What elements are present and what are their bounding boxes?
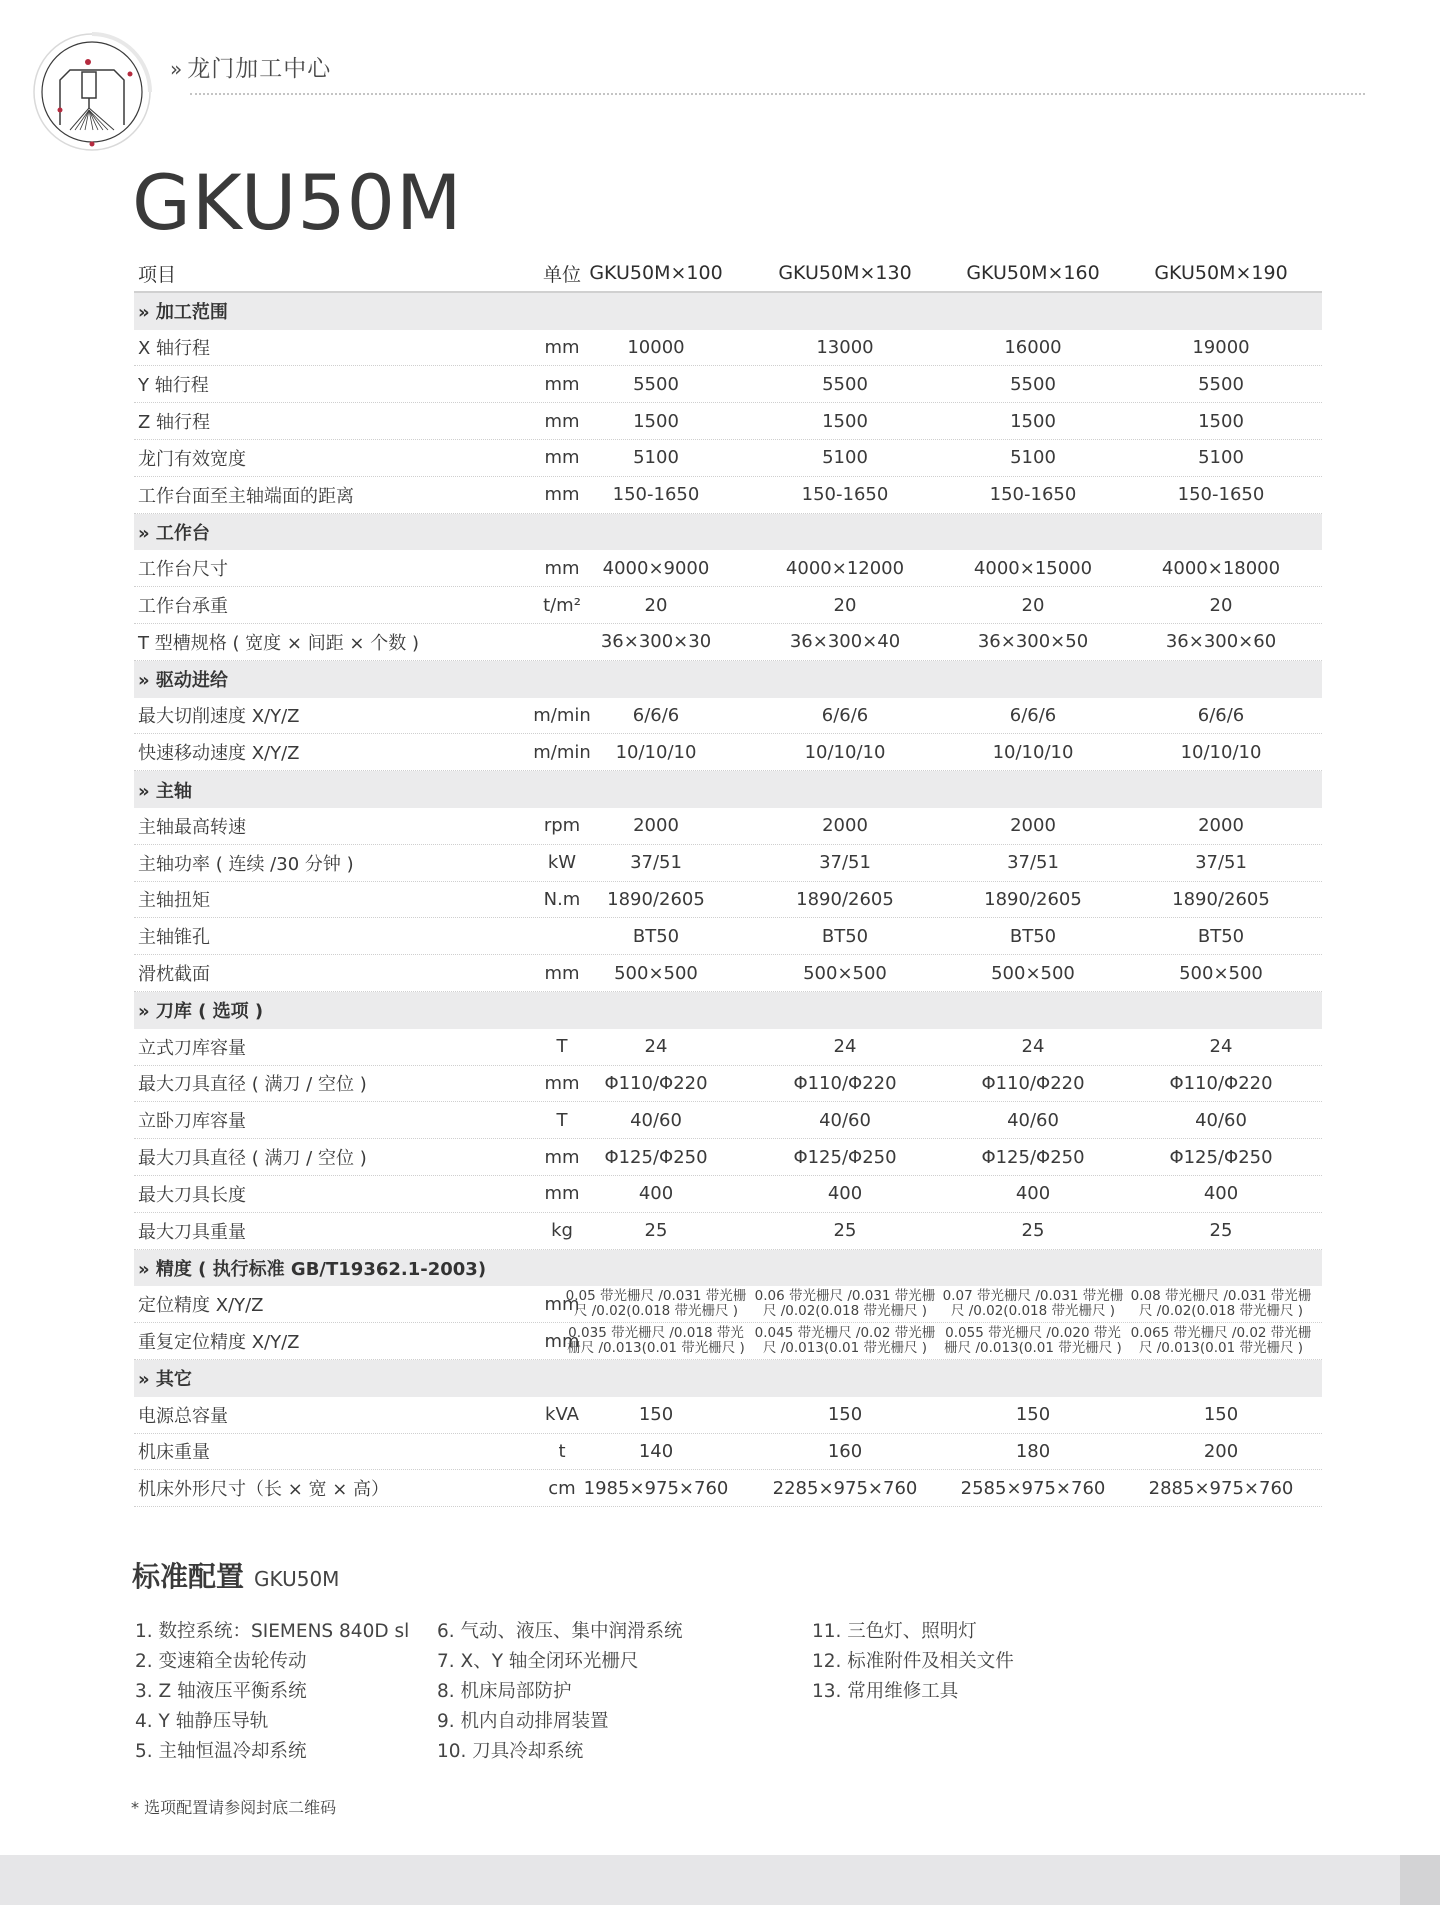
- row-label: 主轴扭矩: [138, 890, 210, 912]
- row-label: 工作台尺寸: [138, 559, 228, 581]
- row-value: 24: [644, 1036, 668, 1058]
- row-value: 400: [638, 1183, 674, 1205]
- row-value: 500×500: [1179, 962, 1263, 984]
- row-value: 1890/2605: [796, 888, 894, 910]
- table-row: [134, 1397, 1322, 1434]
- row-label: 定位精度 X/Y/Z: [138, 1295, 264, 1317]
- row-value: 4000×18000: [1161, 557, 1281, 579]
- row-value: 6/6/6: [632, 704, 680, 726]
- table-row: [134, 587, 1322, 624]
- row-unit: m/min: [533, 741, 591, 763]
- footnote: * 选项配置请参阅封底二维码: [131, 1798, 337, 1817]
- table-row: [134, 550, 1322, 587]
- row-value: 25: [644, 1220, 668, 1242]
- row-label: 最大切削速度 X/Y/Z: [138, 706, 300, 728]
- row-label: 最大刀具直径 ( 满刀 / 空位 ): [138, 1074, 367, 1096]
- row-value: BT50: [632, 925, 680, 947]
- row-unit: m/min: [533, 704, 591, 726]
- row-unit: mm: [544, 962, 580, 984]
- row-unit: T: [556, 1109, 568, 1131]
- table-row: [134, 955, 1322, 992]
- section-label: » 主轴: [138, 780, 192, 802]
- row-label: Y 轴行程: [138, 375, 209, 397]
- row-value: 150: [1203, 1404, 1239, 1426]
- table-row: [134, 918, 1322, 955]
- row-label: T 型槽规格 ( 宽度 × 间距 × 个数 ): [138, 632, 419, 654]
- row-value: 6/6/6: [1009, 704, 1057, 726]
- row-unit: T: [556, 1036, 568, 1058]
- row-value: 10/10/10: [804, 741, 886, 763]
- standard-config-model: GKU50M: [254, 1567, 340, 1591]
- column-header-model-190: GKU50M×190: [1154, 262, 1288, 285]
- row-label: 最大刀具重量: [138, 1221, 246, 1243]
- row-value: Φ125/Φ250: [793, 1146, 897, 1168]
- row-value: 0.08 带光栅尺 /0.031 带光栅尺 /0.02(0.018 带光栅尺 ): [1130, 1288, 1312, 1320]
- row-value: 1500: [633, 410, 679, 432]
- row-value: 0.065 带光栅尺 /0.02 带光栅尺 /0.013(0.01 带光栅尺 ): [1130, 1325, 1312, 1356]
- table-row: [134, 1323, 1322, 1360]
- table-section-row: [134, 992, 1322, 1029]
- table-row: [134, 1066, 1322, 1103]
- header-divider: [190, 93, 1365, 95]
- row-value: Φ110/Φ220: [981, 1072, 1085, 1094]
- row-value: 36×300×40: [789, 631, 901, 653]
- section-label: » 驱动进给: [138, 670, 228, 692]
- row-value: 5100: [1198, 447, 1244, 469]
- row-unit: cm: [548, 1477, 576, 1499]
- table-row: [134, 477, 1322, 514]
- row-label: X 轴行程: [138, 338, 211, 360]
- row-value: 24: [833, 1036, 857, 1058]
- row-value: BT50: [821, 925, 869, 947]
- row-value: 0.06 带光栅尺 /0.031 带光栅尺 /0.02(0.018 带光栅尺 ): [754, 1288, 936, 1320]
- row-value: 25: [1021, 1220, 1045, 1242]
- row-value: 40/60: [1195, 1109, 1247, 1131]
- row-label: 重复定位精度 X/Y/Z: [138, 1332, 300, 1353]
- row-value: 24: [1209, 1036, 1233, 1058]
- row-value: 150: [1015, 1404, 1051, 1426]
- row-value: 1500: [822, 410, 868, 432]
- config-list-item: 8. 机床局部防护: [437, 1681, 572, 1702]
- row-value: 1500: [1198, 410, 1244, 432]
- row-unit: mm: [544, 1072, 580, 1094]
- row-value: 1890/2605: [984, 888, 1082, 910]
- row-label: 最大刀具直径 ( 满刀 / 空位 ): [138, 1148, 367, 1170]
- row-unit: mm: [544, 447, 580, 469]
- row-value: Φ125/Φ250: [604, 1146, 708, 1168]
- config-list-item: 9. 机内自动排屑装置: [437, 1711, 609, 1732]
- row-value: 2000: [822, 815, 868, 837]
- row-value: 5500: [822, 373, 868, 395]
- config-list-item: 11. 三色灯、照明灯: [812, 1621, 977, 1642]
- row-value: 0.055 带光栅尺 /0.020 带光栅尺 /0.013(0.01 带光栅尺 ): [944, 1325, 1122, 1356]
- row-value: 5100: [1010, 447, 1056, 469]
- breadcrumb-label: 龙门加工中心: [187, 56, 332, 82]
- row-value: 0.045 带光栅尺 /0.02 带光栅尺 /0.013(0.01 带光栅尺 ): [754, 1325, 936, 1356]
- row-value: 160: [827, 1440, 863, 1462]
- row-value: 5500: [1010, 373, 1056, 395]
- row-value: 400: [827, 1183, 863, 1205]
- table-row: [134, 1029, 1322, 1066]
- config-list-item: 10. 刀具冷却系统: [437, 1741, 584, 1762]
- row-value: 19000: [1192, 336, 1250, 358]
- config-list-column-1: [135, 1617, 409, 1767]
- row-unit: kVA: [545, 1404, 579, 1426]
- row-unit: mm: [544, 1183, 580, 1205]
- config-list-item: 1. 数控系统：SIEMENS 840D sl: [135, 1621, 410, 1642]
- row-value: Φ125/Φ250: [1169, 1146, 1273, 1168]
- table-section-row: [134, 514, 1322, 551]
- row-value: 140: [638, 1440, 674, 1462]
- row-label: 龙门有效宽度: [138, 448, 246, 470]
- row-value: 1500: [1010, 410, 1056, 432]
- row-value: 150-1650: [1177, 484, 1265, 506]
- config-list-item: 13. 常用维修工具: [812, 1681, 959, 1702]
- row-value: 5100: [633, 447, 679, 469]
- table-section-row: [134, 771, 1322, 808]
- row-unit: mm: [544, 410, 580, 432]
- row-value: 25: [1209, 1220, 1233, 1242]
- table-row: [134, 734, 1322, 771]
- row-value: 0.05 带光栅尺 /0.031 带光栅尺 /0.02(0.018 带光栅尺 ): [565, 1288, 747, 1320]
- row-value: 2000: [1010, 815, 1056, 837]
- column-header-model-130: GKU50M×130: [778, 262, 912, 285]
- table-section-row: [134, 1360, 1322, 1397]
- row-value: Φ110/Φ220: [793, 1072, 897, 1094]
- standard-config-heading: 标准配置: [132, 1560, 245, 1593]
- column-header-model-100: GKU50M×100: [589, 262, 723, 285]
- row-value: BT50: [1009, 925, 1057, 947]
- row-value: 20: [1021, 594, 1045, 616]
- breadcrumb-mark: »: [170, 57, 184, 81]
- table-row: [134, 440, 1322, 477]
- row-value: 150-1650: [612, 484, 700, 506]
- config-list-column-2: [437, 1617, 683, 1767]
- row-value: 10/10/10: [615, 741, 697, 763]
- table-header-row: [134, 256, 1322, 293]
- row-unit: mm: [544, 1293, 580, 1315]
- row-label: 工作台面至主轴端面的距离: [138, 485, 354, 507]
- row-value: 2000: [1198, 815, 1244, 837]
- column-header-model-160: GKU50M×160: [966, 262, 1100, 285]
- config-list-item: 4. Y 轴静压导轨: [135, 1711, 269, 1732]
- table-row: [134, 845, 1322, 882]
- config-list-item: 2. 变速箱全齿轮传动: [135, 1651, 307, 1672]
- row-label: 主轴功率 ( 连续 /30 分钟 ): [138, 853, 354, 875]
- row-unit: mm: [544, 336, 580, 358]
- row-value: 20: [644, 594, 668, 616]
- row-value: 37/51: [1007, 852, 1059, 874]
- row-value: Φ110/Φ220: [604, 1072, 708, 1094]
- row-value: 180: [1015, 1440, 1051, 1462]
- row-label: 立式刀库容量: [138, 1037, 246, 1059]
- row-value: 1890/2605: [1172, 888, 1270, 910]
- row-value: 2585×975×760: [960, 1477, 1106, 1499]
- section-label: » 刀库 ( 选项 ): [138, 1001, 264, 1023]
- page-title: GKU50M: [132, 158, 463, 247]
- row-value: 4000×9000: [602, 557, 710, 579]
- row-unit: mm: [544, 557, 580, 579]
- section-label: » 精度 ( 执行标准 GB/T19362.1-2003): [138, 1258, 487, 1280]
- row-value: 400: [1015, 1183, 1051, 1205]
- row-value: 500×500: [803, 962, 887, 984]
- row-unit: N.m: [543, 888, 581, 910]
- row-value: 5100: [822, 447, 868, 469]
- table-row: [134, 1139, 1322, 1176]
- row-value: 20: [1209, 594, 1233, 616]
- row-label: 主轴最高转速: [138, 816, 246, 838]
- row-value: 1890/2605: [607, 888, 705, 910]
- row-value: 10000: [627, 336, 685, 358]
- row-value: 24: [1021, 1036, 1045, 1058]
- table-row: [134, 330, 1322, 367]
- row-value: 36×300×30: [600, 631, 712, 653]
- row-value: 4000×12000: [785, 557, 905, 579]
- row-value: 500×500: [991, 962, 1075, 984]
- row-value: BT50: [1197, 925, 1245, 947]
- standard-config-title: [132, 1555, 339, 1595]
- row-value: 150: [827, 1404, 863, 1426]
- row-value: 500×500: [614, 962, 698, 984]
- row-value: 2285×975×760: [772, 1477, 918, 1499]
- row-unit: mm: [544, 1146, 580, 1168]
- row-value: 40/60: [630, 1109, 682, 1131]
- row-value: 150-1650: [801, 484, 889, 506]
- table-row: [134, 882, 1322, 919]
- row-unit: t: [558, 1440, 566, 1462]
- section-label: » 其它: [138, 1369, 192, 1391]
- row-value: 40/60: [819, 1109, 871, 1131]
- table-row: [134, 808, 1322, 845]
- row-value: 150: [638, 1404, 674, 1426]
- row-value: 0.035 带光栅尺 /0.018 带光栅尺 /0.013(0.01 带光栅尺 ): [567, 1325, 745, 1356]
- row-label: 机床外形尺寸（长 × 宽 × 高）: [138, 1479, 390, 1501]
- row-value: 2885×975×760: [1148, 1477, 1294, 1499]
- row-value: 40/60: [1007, 1109, 1059, 1131]
- column-header-item: 项目: [138, 263, 177, 286]
- table-row: [134, 698, 1322, 735]
- row-value: 200: [1203, 1440, 1239, 1462]
- table-row: [134, 624, 1322, 661]
- config-list-item: 7. X、Y 轴全闭环光栅尺: [437, 1651, 639, 1672]
- row-value: 20: [833, 594, 857, 616]
- row-value: 10/10/10: [1180, 741, 1262, 763]
- footer-page-tab: [1400, 1855, 1440, 1905]
- row-value: 4000×15000: [973, 557, 1093, 579]
- table-row: [134, 1470, 1322, 1507]
- row-value: 10/10/10: [992, 741, 1074, 763]
- config-list-item: 6. 气动、液压、集中润滑系统: [437, 1621, 683, 1642]
- table-row: [134, 1176, 1322, 1213]
- row-label: 滑枕截面: [138, 964, 210, 986]
- row-value: 5500: [1198, 373, 1244, 395]
- row-value: 0.07 带光栅尺 /0.031 带光栅尺 /0.02(0.018 带光栅尺 ): [942, 1288, 1124, 1320]
- config-list-item: 5. 主轴恒温冷却系统: [135, 1741, 307, 1762]
- row-label: Z 轴行程: [138, 412, 211, 434]
- row-value: 13000: [816, 336, 874, 358]
- row-unit: kW: [547, 852, 577, 874]
- column-header-unit: 单位: [542, 263, 581, 286]
- table-section-row: [134, 293, 1322, 330]
- row-value: 1985×975×760: [583, 1477, 729, 1499]
- config-list-item: 12. 标准附件及相关文件: [812, 1651, 1014, 1672]
- table-row: [134, 1213, 1322, 1250]
- row-label: 快速移动速度 X/Y/Z: [138, 743, 300, 765]
- row-value: 400: [1203, 1183, 1239, 1205]
- row-unit: mm: [544, 484, 580, 506]
- config-list-column-3: [812, 1617, 1014, 1707]
- row-unit: t/m²: [543, 594, 581, 616]
- row-label: 主轴锥孔: [138, 927, 210, 949]
- row-value: 6/6/6: [1197, 704, 1245, 726]
- row-label: 立卧刀库容量: [138, 1111, 246, 1133]
- row-value: 36×300×50: [977, 631, 1089, 653]
- section-label: » 工作台: [138, 522, 210, 544]
- row-unit: rpm: [543, 815, 581, 837]
- table-row: [134, 366, 1322, 403]
- row-label: 最大刀具长度: [138, 1184, 246, 1206]
- gantry-machine-logo-icon: [30, 30, 154, 154]
- footer-band: [0, 1855, 1440, 1905]
- row-value: Φ125/Φ250: [981, 1146, 1085, 1168]
- row-value: 37/51: [630, 852, 682, 874]
- table-row: [134, 1434, 1322, 1471]
- row-value: 36×300×60: [1165, 631, 1277, 653]
- row-value: 2000: [633, 815, 679, 837]
- row-value: 16000: [1004, 336, 1062, 358]
- config-list-item: 3. Z 轴液压平衡系统: [135, 1681, 307, 1702]
- row-label: 机床重量: [138, 1442, 210, 1464]
- table-section-row: [134, 661, 1322, 698]
- row-unit: mm: [544, 373, 580, 395]
- table-row: [134, 403, 1322, 440]
- spec-table: [134, 256, 1322, 1507]
- row-value: Φ110/Φ220: [1169, 1072, 1273, 1094]
- row-value: 37/51: [819, 852, 871, 874]
- row-label: 电源总容量: [138, 1405, 228, 1427]
- row-value: 6/6/6: [821, 704, 869, 726]
- row-unit: kg: [551, 1220, 573, 1242]
- row-value: 150-1650: [989, 484, 1077, 506]
- row-unit: mm: [544, 1330, 580, 1352]
- section-label: » 加工范围: [138, 302, 228, 324]
- row-label: 工作台承重: [138, 596, 228, 618]
- breadcrumb: [170, 50, 331, 83]
- table-row: [134, 1102, 1322, 1139]
- table-row: [134, 1286, 1322, 1323]
- table-section-row: [134, 1250, 1322, 1287]
- row-value: 5500: [633, 373, 679, 395]
- row-value: 25: [833, 1220, 857, 1242]
- row-value: 37/51: [1195, 852, 1247, 874]
